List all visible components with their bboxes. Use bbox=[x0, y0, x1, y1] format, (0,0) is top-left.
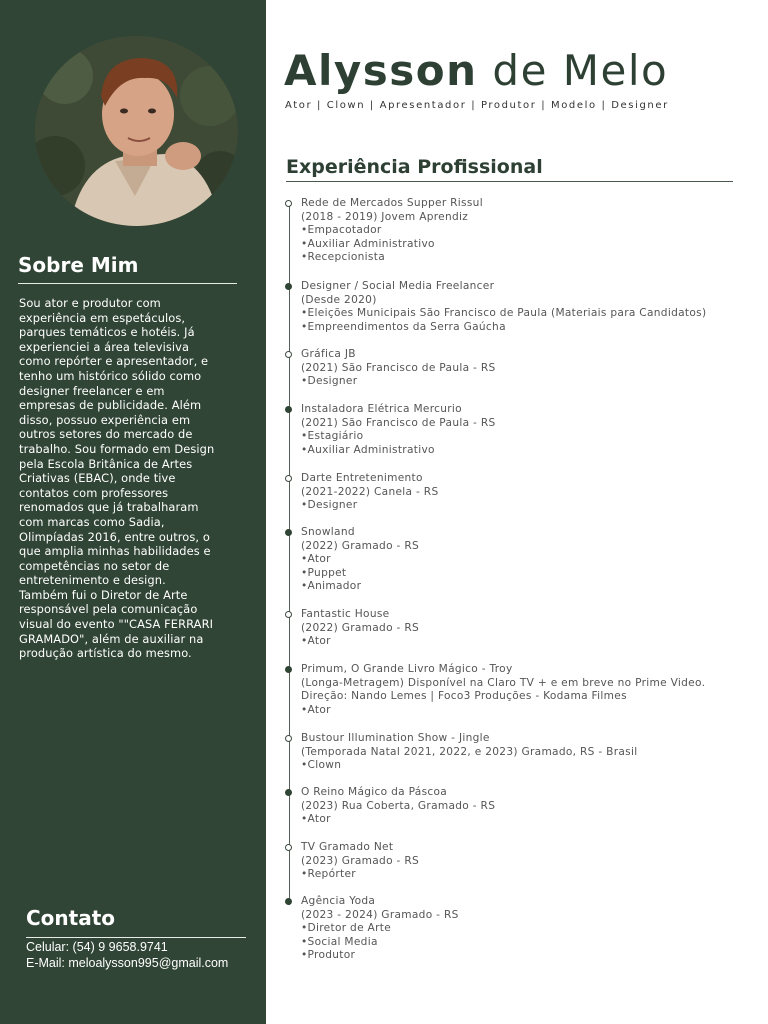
experience-detail: (Temporada Natal 2021, 2022, e 2023) Gramado, RS - Brasil bbox=[301, 745, 638, 758]
experience-detail: •Designer bbox=[301, 375, 358, 388]
experience-title: Designer / Social Media Freelancer bbox=[301, 280, 495, 292]
experience-detail: •Estagiário bbox=[301, 430, 364, 443]
portrait-image bbox=[35, 36, 238, 226]
about-line: contatos com professores bbox=[19, 485, 169, 500]
experience-detail: •Auxiliar Administrativo bbox=[301, 443, 435, 456]
experience-detail: (Desde 2020) bbox=[301, 293, 377, 306]
about-line: experienciei a área televisiva bbox=[19, 339, 190, 354]
about-heading: Sobre Mim bbox=[18, 253, 139, 277]
experience-entry bbox=[301, 526, 741, 594]
experience-detail: •Auxiliar Administrativo bbox=[301, 237, 435, 250]
experience-title: Darte Entretenimento bbox=[301, 472, 423, 484]
experience-detail: •Empacotador bbox=[301, 224, 382, 237]
experience-detail: •Empreendimentos da Serra Gaúcha bbox=[301, 320, 506, 333]
about-line: competências no setor de bbox=[19, 558, 170, 573]
experience-title: Rede de Mercados Supper Rissul bbox=[301, 197, 483, 209]
contact-phone: Celular: (54) 9 9658.9741 bbox=[26, 940, 168, 954]
about-line: disso, possuo experiência em bbox=[19, 412, 191, 427]
experience-detail: •Animador bbox=[301, 580, 362, 593]
experience-detail: (Longa-Metragem) Disponível na Claro TV + e em breve no Prime Video. bbox=[301, 676, 706, 689]
full-name bbox=[284, 46, 668, 95]
about-line: Também fui o Diretor de Arte bbox=[19, 587, 188, 602]
contact-heading: Contato bbox=[26, 906, 116, 930]
experience-title: Gráfica JB bbox=[301, 348, 356, 360]
last-name: de Melo bbox=[492, 46, 669, 95]
experience-detail: •Recepcionista bbox=[301, 251, 385, 264]
experience-title: Instaladora Elétrica Mercurio bbox=[301, 403, 462, 415]
experience-entry bbox=[301, 197, 741, 265]
about-line: tenho um histórico sólido como bbox=[19, 368, 202, 383]
timeline-marker bbox=[285, 351, 292, 358]
experience-entry bbox=[301, 895, 741, 963]
about-line: como repórter e apresentador, e bbox=[19, 354, 209, 369]
about-line: Criativas (EBAC), onde tive bbox=[19, 471, 176, 486]
experience-entry bbox=[301, 786, 741, 827]
experience-divider bbox=[286, 181, 733, 182]
experience-detail: •Ator bbox=[301, 635, 331, 648]
timeline-marker bbox=[285, 898, 292, 905]
experience-detail: •Diretor de Arte bbox=[301, 922, 392, 935]
experience-entry bbox=[301, 280, 741, 334]
experience-entry bbox=[301, 663, 741, 717]
experience-title: Primum, O Grande Livro Mágico - Troy bbox=[301, 663, 513, 675]
roles-line: Ator | Clown | Apresentador | Produtor | Modelo | Designer bbox=[285, 100, 669, 111]
experience-entry bbox=[301, 472, 741, 513]
experience-detail: •Eleições Municipais São Francisco de Paula (Materiais para Candidatos) bbox=[301, 307, 707, 320]
timeline-marker bbox=[285, 666, 292, 673]
experience-detail: •Puppet bbox=[301, 566, 347, 579]
experience-detail: (2023) Rua Coberta, Gramado - RS bbox=[301, 799, 496, 812]
about-line: com marcas como Sadia, bbox=[19, 514, 165, 529]
experience-title: TV Gramado Net bbox=[301, 841, 394, 853]
about-line: parques temáticos e hotéis. Já bbox=[19, 325, 195, 340]
experience-detail: (2018 - 2019) Jovem Aprendiz bbox=[301, 210, 469, 223]
timeline-marker bbox=[285, 529, 292, 536]
experience-title: O Reino Mágico da Páscoa bbox=[301, 786, 448, 798]
timeline-marker bbox=[285, 406, 292, 413]
about-text bbox=[19, 296, 239, 661]
experience-title: Fantastic House bbox=[301, 608, 390, 620]
timeline-marker bbox=[285, 611, 292, 618]
profile-photo bbox=[35, 36, 238, 226]
about-divider bbox=[18, 283, 237, 284]
about-line: trabalho. Sou formado em Design bbox=[19, 441, 215, 456]
experience-detail: •Ator bbox=[301, 703, 331, 716]
experience-title: Snowland bbox=[301, 526, 355, 538]
experience-detail: •Repórter bbox=[301, 868, 356, 881]
experience-title: Bustour Illumination Show - Jingle bbox=[301, 732, 490, 744]
about-line: GRAMADO", além de auxiliar na bbox=[19, 631, 204, 646]
sidebar bbox=[0, 0, 266, 1024]
experience-detail: (2022) Gramado - RS bbox=[301, 621, 420, 634]
about-line: entretenimento e design. bbox=[19, 573, 166, 588]
about-line: responsável pela comunicação bbox=[19, 602, 198, 617]
experience-detail: (2023 - 2024) Gramado - RS bbox=[301, 908, 459, 921]
experience-detail: (2021-2022) Canela - RS bbox=[301, 485, 439, 498]
timeline-marker bbox=[285, 475, 292, 482]
experience-detail: (2023) Gramado - RS bbox=[301, 854, 420, 867]
timeline-line bbox=[289, 203, 290, 905]
about-line: experiência em espetáculos, bbox=[19, 310, 186, 325]
about-line: produção artística do mesmo. bbox=[19, 646, 192, 661]
timeline-marker bbox=[285, 789, 292, 796]
experience-detail: •Produtor bbox=[301, 949, 356, 962]
about-line: que amplia minhas habilidades e bbox=[19, 544, 211, 559]
about-line: visual do evento ""CASA FERRARI bbox=[19, 617, 214, 632]
experience-entry bbox=[301, 841, 741, 882]
experience-entry bbox=[301, 348, 741, 389]
experience-detail: •Ator bbox=[301, 553, 331, 566]
experience-title: Agência Yoda bbox=[301, 895, 376, 907]
timeline-marker bbox=[285, 735, 292, 742]
experience-entry bbox=[301, 403, 741, 457]
experience-heading: Experiência Profissional bbox=[286, 156, 543, 178]
about-line: renomados que já trabalharam bbox=[19, 500, 199, 515]
timeline-marker bbox=[285, 200, 292, 207]
experience-detail: Direção: Nando Lemes | Foco3 Produções - Kodama Filmes bbox=[301, 690, 627, 703]
about-line: Olimpíadas 2016, entre outros, o bbox=[19, 529, 210, 544]
contact-divider bbox=[26, 937, 246, 938]
first-name: Alysson bbox=[284, 46, 478, 95]
about-line: Sou ator e produtor com bbox=[19, 296, 161, 310]
timeline-marker bbox=[285, 844, 292, 851]
experience-detail: •Clown bbox=[301, 759, 342, 772]
timeline-marker bbox=[285, 283, 292, 290]
experience-entry bbox=[301, 732, 741, 773]
about-line: designer freelancer e em bbox=[19, 383, 165, 398]
experience-entry bbox=[301, 608, 741, 649]
experience-detail: (2021) São Francisco de Paula - RS bbox=[301, 361, 496, 374]
experience-detail: •Ator bbox=[301, 813, 331, 826]
experience-detail: •Designer bbox=[301, 499, 358, 512]
experience-detail: (2022) Gramado - RS bbox=[301, 539, 420, 552]
about-line: outros setores do mercado de bbox=[19, 427, 193, 442]
about-line: pela Escola Britânica de Artes bbox=[19, 456, 193, 471]
experience-detail: •Social Media bbox=[301, 935, 378, 948]
contact-email[interactable]: E-Mail: meloalysson995@gmail.com bbox=[26, 956, 229, 970]
about-line: empresas de publicidade. Além bbox=[19, 398, 202, 413]
experience-detail: (2021) São Francisco de Paula - RS bbox=[301, 416, 496, 429]
